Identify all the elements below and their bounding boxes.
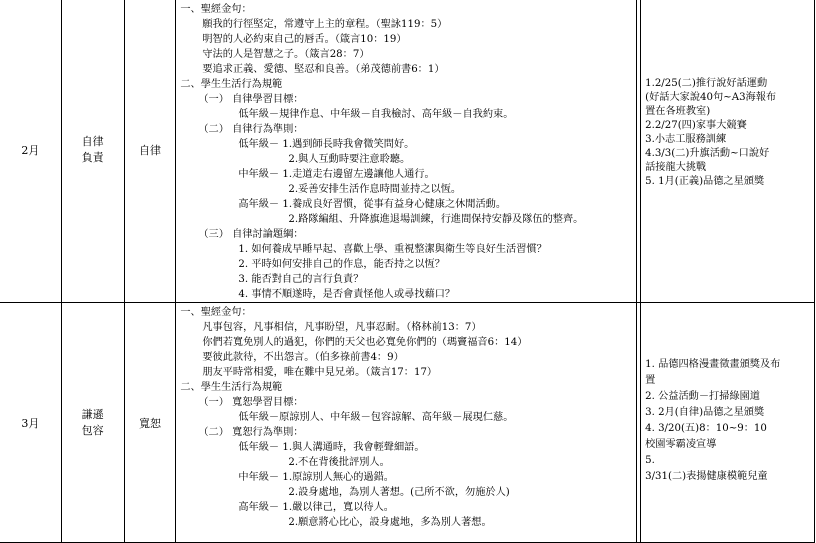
content-line: 2.不在背後批評別人。 (288, 457, 390, 468)
content-line: 一、聖經金句： (180, 307, 252, 318)
table-row (0, 303, 815, 543)
activity-line: 1.2/25(二)推行說好話運動 (645, 78, 768, 89)
content-line: （三） 自律討論題綱： (198, 229, 304, 240)
content-line: （一） 自律學習目標： (198, 94, 304, 105)
content-line: 2.路隊編組、升降旗進退場訓練，行進間保持安靜及隊伍的整齊。 (288, 214, 584, 225)
content-line: 二、學生生活行為規範 (180, 79, 283, 90)
activity-line: 3. 2月(自律)品德之星頒獎 (645, 407, 765, 418)
content-line: 願我的行徑堅定，常遵守上主的章程。（聖詠119：5） (202, 19, 448, 30)
content-line: 4. 事情不順遂時，是否會責怪他人或尋找藉口？ (238, 289, 456, 300)
month-cell: 2月 (0, 0, 61, 303)
content-line: 2.願意將心比心，設身處地，多為別人著想。 (288, 517, 492, 528)
content-line: 低年級－原諒別人、中年級－包容諒解、高年級－展現仁慈。 (238, 412, 514, 423)
content-line: 你們若寬免別人的過犯，你們的天父也必寬免你們的（瑪竇福音6：14） (202, 337, 528, 348)
content-line: 3. 能否對自己的言行負責？ (238, 274, 364, 285)
activity-line: 4.3/3(二)升旗活動~口說好 (645, 148, 770, 159)
activity-line: 置在各班教室) (645, 106, 711, 117)
content-line: （一） 寬恕學習目標： (198, 397, 304, 408)
content-cell (176, 303, 637, 543)
content-line: 2.妥善安排生活作息時間並持之以恆。 (288, 184, 462, 195)
month-cell: 3月 (0, 303, 61, 543)
activity-line: 3.小志工服務訓練 (645, 134, 727, 145)
content-line: 二、學生生活行為規範 (180, 382, 283, 393)
activity-cell (641, 303, 815, 543)
virtue-cell: 寬恕 (124, 303, 176, 543)
content-line: 中年級－ 1.原諒別人無心的過錯。 (238, 472, 394, 483)
activity-line: (好話大家說40句~A3海報布 (645, 92, 777, 103)
content-line: 低年級－ 1.遇到師長時我會微笑問好。 (238, 139, 415, 150)
activity-line: 5. (645, 455, 655, 466)
content-line: 要追求正義、愛德、堅忍和良善。（弟茂德前書6：1） (202, 64, 445, 75)
activity-line: 校園零霸凌宣導 (645, 439, 717, 450)
activity-line: 置 (645, 375, 656, 386)
theme-cell (61, 0, 124, 303)
theme-line: 謙遜 (81, 407, 104, 421)
content-line: 1. 如何養成早睡早起、喜歡上學、重視整潔與衛生等良好生活習慣？ (238, 244, 547, 255)
content-cell (176, 0, 637, 303)
content-line: 明智的人必約束自己的唇舌。（箴言10：19） (202, 34, 407, 45)
content-line: 凡事包容，凡事相信，凡事盼望，凡事忍耐。（格林前13：7） (202, 322, 482, 333)
content-line: 朋友平時常相愛，唯在難中見兄弟。（箴言17：17） (202, 367, 438, 378)
content-line: 中年級－ 1.走道走右邊留左邊讓他人通行。 (238, 169, 435, 180)
activity-line: 話接龍大挑戰 (645, 162, 707, 173)
activity-line: 2.2/27(四)家事大競賽 (645, 120, 747, 131)
content-line: 一、聖經金句： (180, 4, 252, 15)
theme-line: 包容 (81, 423, 104, 437)
activity-line: 1. 品德四格漫畫徵畫頒獎及布 (645, 359, 781, 370)
theme-cell (61, 303, 124, 543)
content-line: 2. 平時如何安排自己的作息，能否持之以恆？ (238, 259, 445, 270)
content-line: 2.與人互動時要注意聆聽。 (288, 154, 411, 165)
content-line: （二） 自律行為準則： (198, 124, 304, 135)
content-line: 低年級－ 1.與人溝通時，我會輕聲細語。 (238, 442, 425, 453)
content-line: 低年級－規律作息、中年級－自我檢討、高年級－自我約束。 (238, 109, 514, 120)
theme-line: 自律 (81, 135, 104, 148)
content-line: 2.設身處地，為別人著想。(己所不欲，勿施於人) (288, 487, 510, 498)
theme-line: 負責 (81, 151, 104, 164)
activity-line: 2. 公益活動－打掃綠園道 (645, 391, 760, 402)
virtue-cell: 自律 (124, 0, 176, 303)
content-line: 高年級－ 1.嚴以律己，寬以待人。 (238, 502, 394, 513)
content-line: 高年級－ 1.養成良好習慣，從事有益身心健康之休閒活動。 (238, 199, 507, 210)
content-line: 要彼此款待，不出怨言。（伯多祿前書4：9） (202, 352, 404, 363)
activity-line: 3/31(二)表揚健康模範兒童 (645, 471, 768, 482)
content-line: （二） 寬恕行為準則： (198, 427, 304, 438)
activity-cell (641, 0, 815, 303)
activity-line: 4. 3/20(五)8：10~9：10 (645, 423, 767, 434)
content-line: 守法的人是智慧之子。（箴言28：7） (202, 49, 370, 60)
activity-line: 5. 1月(正義)品德之星頒獎 (645, 176, 765, 187)
